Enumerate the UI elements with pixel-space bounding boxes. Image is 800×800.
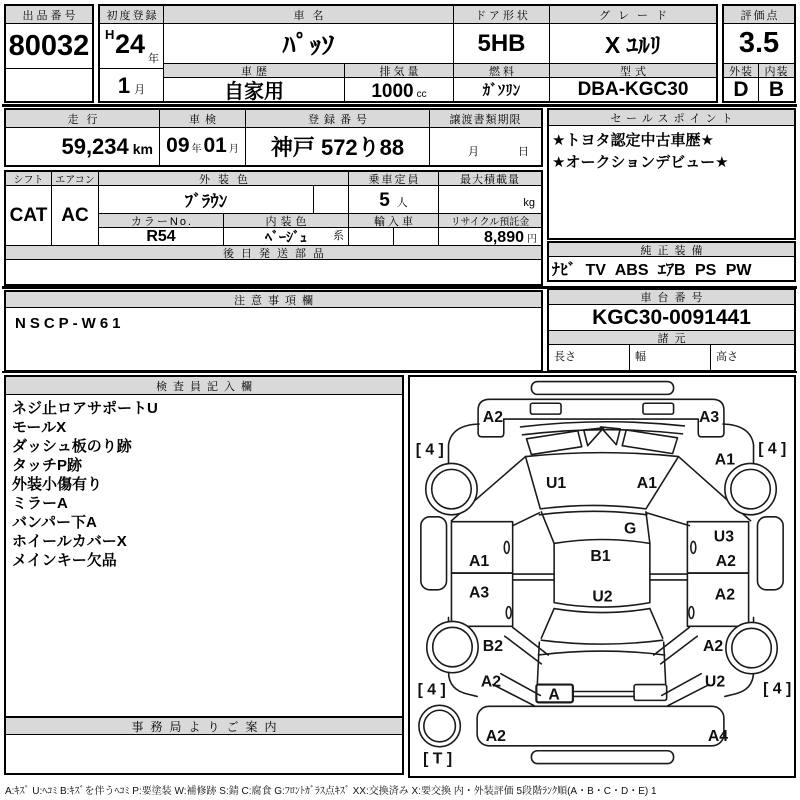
displacement-unit: cc <box>416 89 427 100</box>
damage-code-label: U2 <box>704 673 726 691</box>
damage-code-label: U1 <box>546 475 567 493</box>
notes-value: NSCP-W61 <box>15 315 125 332</box>
later-parts-label: 後日発送部品 <box>6 246 541 260</box>
history-label: 車歴 <box>164 64 345 78</box>
int-color-value-cell <box>224 228 349 246</box>
capacity-label: 乗車定員 <box>349 172 439 186</box>
color-no-label: カラーNo. <box>99 214 224 228</box>
chassis-box <box>547 288 796 372</box>
inspector-line: 外装小傷有り <box>12 476 103 493</box>
sales-point-line: ★オークションデビュー★ <box>552 154 729 171</box>
damage-code-label: [ 4 ] <box>763 680 792 698</box>
inspection-year: 09 <box>166 134 190 157</box>
inspector-line: メインキー欠品 <box>12 552 117 569</box>
damage-code-label: [ 4 ] <box>415 441 444 459</box>
first-reg-value <box>100 24 164 69</box>
damage-code-label: B2 <box>482 638 504 656</box>
inspector-line: ミラーA <box>12 495 68 512</box>
car-name-label: 車名 <box>164 6 454 24</box>
int-color-label: 内装色 <box>224 214 349 228</box>
first-reg-year-unit: 年 <box>148 53 159 65</box>
first-reg-label: 初度登録 <box>100 6 164 24</box>
transfer-day-unit: 日 <box>518 146 529 158</box>
inspector-line: モールX <box>12 419 67 436</box>
max-load-cell <box>439 186 541 214</box>
damage-code-label: B1 <box>590 548 611 566</box>
model-code-label: 型式 <box>550 64 716 78</box>
chassis-value: KGC30-0091441 <box>549 305 794 331</box>
recycle-value-cell <box>439 228 541 246</box>
ext-color-label: 外装色 <box>99 172 349 186</box>
detail-table <box>4 170 543 286</box>
aircon-value: AC <box>52 186 99 246</box>
car-name-value: ﾊﾟｯｿ <box>164 24 454 64</box>
transfer-deadline-cell <box>430 128 541 165</box>
mileage-value: 59,234 <box>61 134 129 159</box>
damage-diagram-box <box>408 375 796 778</box>
office-empty <box>6 735 402 773</box>
import-cell-1 <box>349 228 394 246</box>
transfer-month-unit: 月 <box>468 146 479 158</box>
inspector-line: ダッシュ板のり跡 <box>12 438 132 455</box>
damage-code-label: U3 <box>713 528 735 546</box>
damage-code-label: A3 <box>469 584 490 602</box>
ext-color-value: ﾌﾞﾗｳﾝ <box>99 186 314 214</box>
notes-label: 注意事項欄 <box>6 292 541 308</box>
office-label: 事務局よりご案内 <box>6 716 402 735</box>
damage-code-label: A2 <box>714 586 735 604</box>
inspection-month: 01 <box>203 134 227 157</box>
mileage-value-cell <box>6 128 160 165</box>
inspector-line: タッチP跡 <box>12 457 83 474</box>
mileage-row-box <box>4 108 543 167</box>
sales-points-body <box>549 128 794 236</box>
sales-points-label: セールスポイント <box>549 110 794 126</box>
first-reg-era: H <box>105 27 115 42</box>
first-reg-month-unit: 月 <box>134 84 146 96</box>
damage-code-label: A2 <box>482 409 504 427</box>
damage-code-label: [ 4 ] <box>417 681 446 699</box>
recycle-unit: 円 <box>527 234 537 245</box>
capacity-value-cell <box>349 186 439 214</box>
first-reg-year: 24 <box>115 29 146 59</box>
sales-points-box <box>547 108 796 240</box>
later-parts-empty <box>6 260 541 284</box>
registration-label: 登録番号 <box>246 110 430 128</box>
damage-code-label: A2 <box>715 553 736 571</box>
damage-code-label: A3 <box>699 409 720 427</box>
equipment-label: 純正装備 <box>549 243 794 257</box>
inspector-line: ホイールカバーX <box>12 533 127 550</box>
divider <box>2 104 797 107</box>
auction-no-box <box>4 4 94 103</box>
door-value: 5HB <box>454 24 550 64</box>
equipment-box <box>547 241 796 282</box>
damage-code-label: A2 <box>702 638 724 656</box>
damage-code-label: A1 <box>714 451 735 469</box>
first-reg-month: 1 <box>117 73 131 98</box>
damage-code-label: A2 <box>485 727 506 745</box>
mileage-unit: km <box>132 141 153 157</box>
car-outline <box>419 382 783 764</box>
exterior-grade-value: D <box>724 78 759 101</box>
notes-box <box>4 290 543 372</box>
spec-height-label: 高さ <box>716 351 738 363</box>
chassis-label: 車台番号 <box>549 290 794 305</box>
shift-value: CAT <box>6 186 52 246</box>
score-value: 3.5 <box>724 24 794 64</box>
model-code-value: DBA-KGC30 <box>577 78 689 100</box>
transfer-deadline-label: 譲渡書類期限 <box>430 110 541 128</box>
inspection-month-unit: 月 <box>228 144 239 155</box>
int-color-value: ﾍﾞｰｼﾞｭ <box>265 228 307 245</box>
capacity-unit: 人 <box>396 197 408 209</box>
inspection-value-cell <box>160 128 246 165</box>
damage-code-label: A4 <box>707 727 729 745</box>
recycle-label: リサイクル預託金 <box>439 214 541 228</box>
legend-text: A:ｷｽﾞ U:ﾍｺﾐ B:ｷｽﾞを伴うﾍｺﾐ P:要塗装 W:補修跡 S:錆 C:腐食 G:ﾌﾛﾝﾄｶﾞﾗｽ点ｷｽﾞ XX:交換済み X:要交換 内・外装評価 5段階ﾗﾝｸ順(A・B・C・D・E) 1 <box>5 786 657 797</box>
inspector-line: バンパー下A <box>12 514 97 531</box>
capacity-value: 5 <box>379 190 390 211</box>
damage-diagram-svg <box>410 377 794 776</box>
score-label: 評価点 <box>724 6 794 24</box>
fuel-label: 燃料 <box>454 64 550 78</box>
grade-label: グレード <box>550 6 716 24</box>
door-label: ドア形状 <box>454 6 550 24</box>
sales-point-line: ★トヨタ認定中古車歴★ <box>552 132 714 149</box>
first-reg-month-cell <box>100 69 164 101</box>
shift-label: シフト <box>6 172 52 186</box>
grade-value: X ﾕﾙﾘ <box>550 24 716 64</box>
fuel-value: ｶﾞｿﾘﾝ <box>454 78 550 101</box>
damage-code-label: [ T ] <box>423 750 453 768</box>
displacement-label: 排気量 <box>345 64 454 78</box>
inspector-label: 検査員記入欄 <box>6 377 402 395</box>
interior-grade-label: 内装 <box>759 64 794 78</box>
auction-no-value: 80032 <box>8 29 90 62</box>
color-no-value: R54 <box>99 228 224 246</box>
int-color-suffix: 系 <box>333 230 344 242</box>
damage-code-label: A1 <box>469 553 490 571</box>
inspection-label: 車検 <box>160 110 246 128</box>
auction-no-empty <box>6 68 92 101</box>
inspector-body <box>6 397 402 715</box>
ext-color-sub-empty <box>314 186 349 214</box>
spec-length-label: 長さ <box>549 345 630 370</box>
specs-label: 諸元 <box>549 331 794 345</box>
damage-code-label: A1 <box>636 475 658 493</box>
inspector-box <box>4 375 404 775</box>
interior-grade-value: B <box>768 77 785 101</box>
registration-value: 神戸 572り88 <box>246 128 430 165</box>
displacement-value: 1000 <box>371 81 414 102</box>
import-label: 輸入車 <box>349 214 439 228</box>
history-value: 自家用 <box>164 78 345 101</box>
mileage-label: 走行 <box>6 110 160 128</box>
damage-code-label: A <box>548 686 560 704</box>
top-table <box>98 4 718 103</box>
displacement-value-cell <box>345 78 454 101</box>
import-cell-2 <box>394 228 439 246</box>
max-load-unit: kg <box>523 197 535 209</box>
exterior-grade-label: 外装 <box>724 64 759 78</box>
damage-code-label: A2 <box>480 673 502 691</box>
recycle-value: 8,890 <box>483 229 524 246</box>
damage-code-label: G <box>623 520 637 538</box>
inspector-line: ネジ止ロアサポートU <box>12 400 158 417</box>
aircon-label: エアコン <box>52 172 99 186</box>
spec-width-label: 幅 <box>630 345 711 370</box>
auction-no-label: 出品番号 <box>6 6 92 24</box>
score-box <box>722 4 796 103</box>
damage-code-label: U2 <box>592 588 613 606</box>
max-load-label: 最大積載量 <box>439 172 541 186</box>
damage-code-label: [ 4 ] <box>758 440 787 458</box>
equipment-value: ﾅﾋﾞ TV ABS ｴｱB PS PW <box>552 262 752 279</box>
inspection-year-unit: 年 <box>191 144 202 155</box>
